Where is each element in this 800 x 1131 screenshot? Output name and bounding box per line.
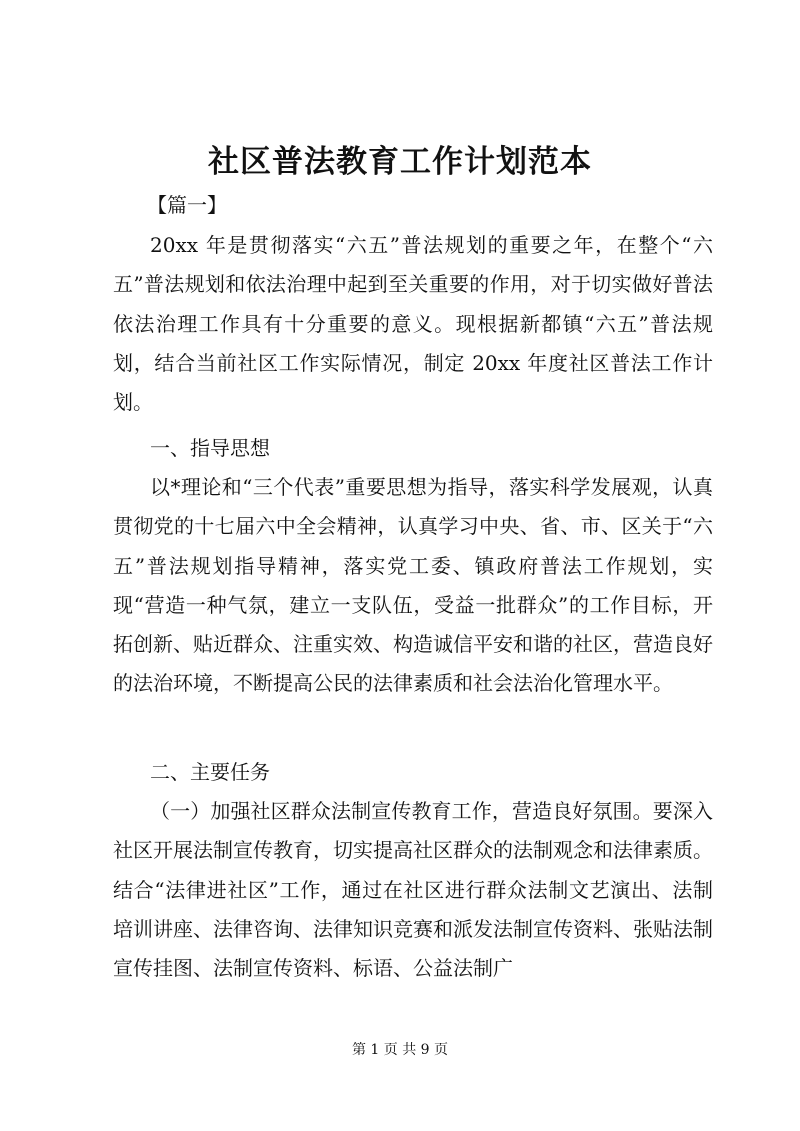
document-title: 社区普法教育工作计划范本: [208, 144, 592, 180]
heading-guiding-thought: 一、指导思想: [150, 436, 270, 460]
guiding-thought-paragraph: 以*理论和“三个代表”重要思想为指导，落实科学发展观，认真贯彻党的十七届六中全会精神，认真学习中央、省、市、区关于“六五”普法规划指导精神，落实党工委、镇政府普法工作规划，实现“营造一种气氛，建立一支队伍，受益一批群众”的工作目标，开拓创新、贴近群众、注重实效、构造诚信平安和谐的社区，营造良好的法治环境，不断提高公民的法律素质和社会法治化管理水平。: [113, 475, 713, 696]
task-one-paragraph: （一）加强社区群众法制宣传教育工作，营造良好氛围。要深入社区开展法制宣传教育，切实提高社区群众的法制观念和法律素质。结合“法律进社区”工作，通过在社区进行群众法制文艺演出、法制培训讲座、法律咨询、法律知识竞赛和派发法制宣传资料、张贴法制宣传挂图、法制宣传资料、标语、公益法制广: [113, 799, 713, 981]
page-footer: 第 1 页 共 9 页: [351, 1042, 449, 1058]
heading-main-tasks: 二、主要任务: [150, 760, 270, 784]
section-tag: 【篇一】: [147, 193, 227, 217]
intro-paragraph: 20xx 年是贯彻落实“六五”普法规划的重要之年，在整个“六五”普法规划和依法治理中起到至关重要的作用，对于切实做好普法依法治理工作具有十分重要的意义。现根据新都镇“六五”普法规划，结合当前社区工作实际情况，制定 20xx 年度社区普法工作计划。: [113, 233, 713, 415]
